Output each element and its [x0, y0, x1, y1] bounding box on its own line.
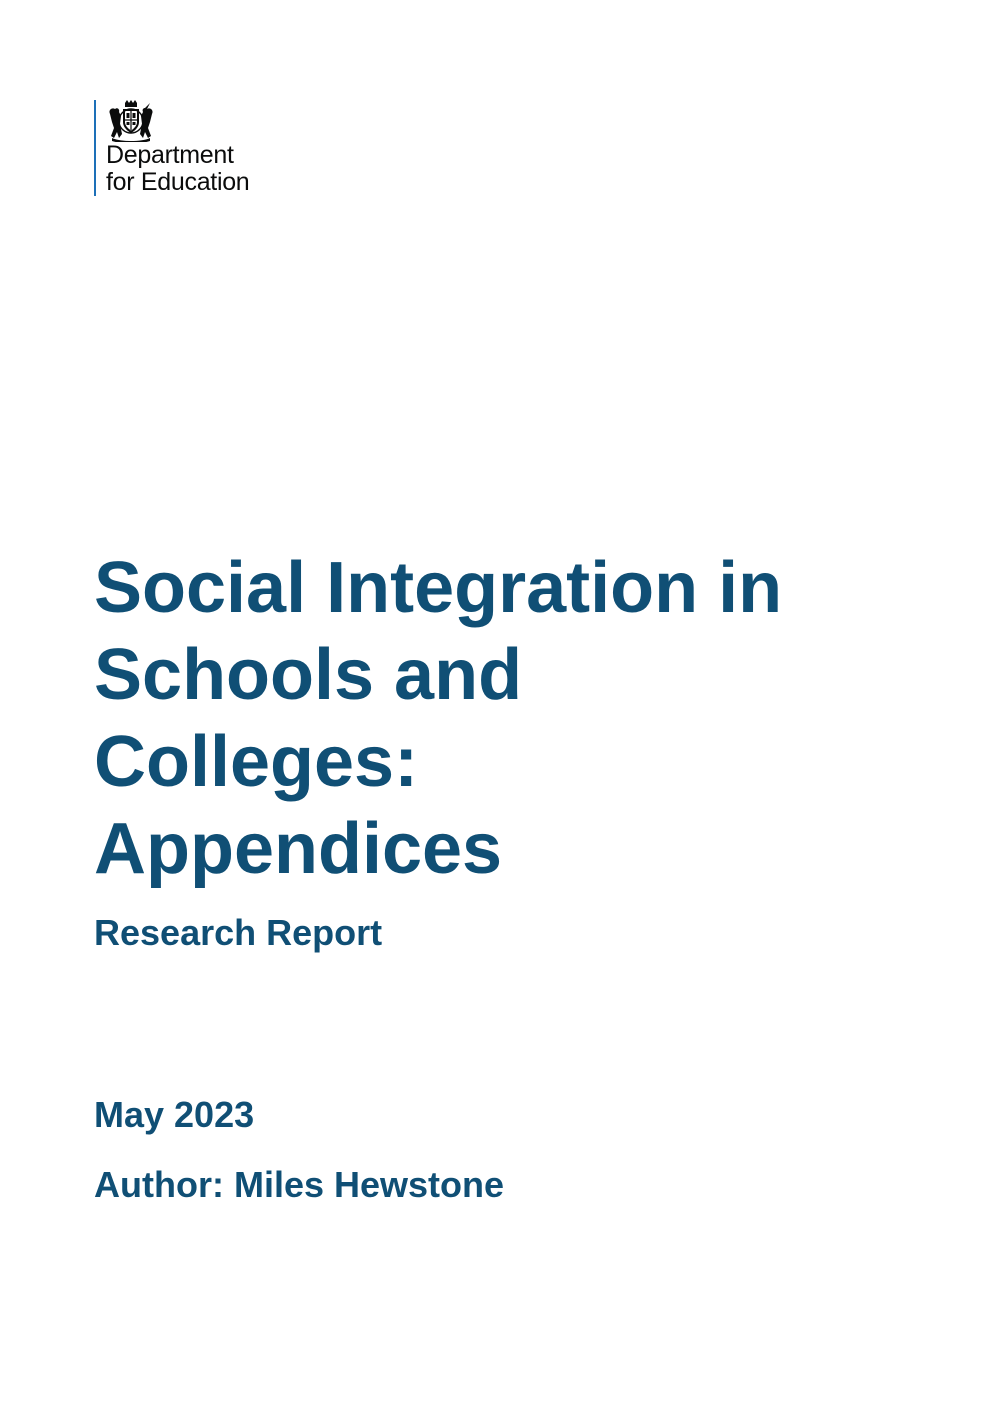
document-title: [94, 545, 782, 893]
document-subtitle: Research Report: [94, 912, 383, 953]
title-line: Appendices: [94, 809, 503, 889]
title-line: Social Integration in: [94, 548, 783, 628]
department-logo: [94, 100, 249, 196]
logo-line-for-education: for Education: [106, 168, 250, 196]
title-line: Colleges:: [94, 722, 419, 802]
author-line: Author: Miles Hewstone: [94, 1164, 505, 1205]
royal-coat-of-arms-icon: [106, 100, 156, 142]
publication-date: May 2023: [94, 1094, 255, 1135]
title-line: Schools and: [94, 635, 523, 715]
logo-line-department: Department: [106, 141, 234, 169]
